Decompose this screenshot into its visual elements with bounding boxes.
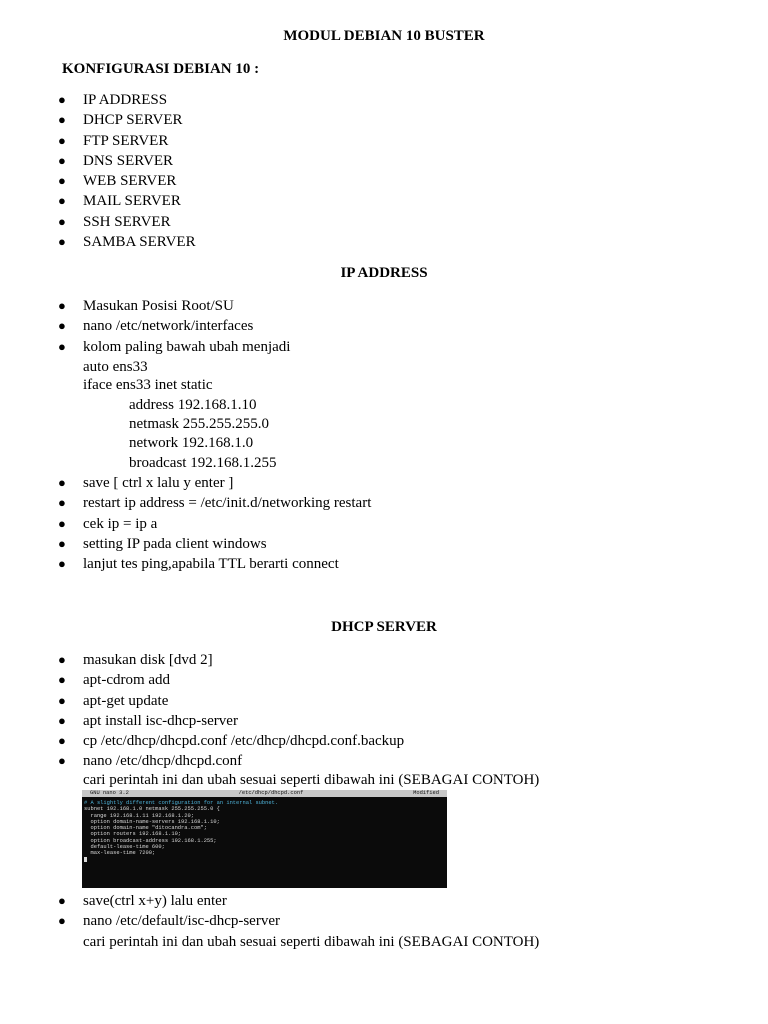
list-item: ● apt-cdrom add — [56, 670, 404, 690]
config-heading: KONFIGURASI DEBIAN 10 : — [62, 61, 260, 77]
terminal-line: option domain-name-servers 192.168.1.10; — [84, 818, 220, 825]
bullet-icon: ● — [58, 515, 66, 531]
list-item: ● restart ip address = /etc/init.d/networking restart — [56, 493, 371, 513]
config-line: auto ens33 — [83, 359, 148, 375]
nano-title-bar — [82, 790, 447, 797]
list-item: ● SSH SERVER — [56, 212, 196, 232]
config-param: broadcast 192.168.1.255 — [129, 455, 277, 471]
bullet-icon: ● — [58, 213, 66, 229]
ip-steps-list-continued — [56, 473, 371, 574]
terminal-line: range 192.168.1.11 192.168.1.20; — [84, 812, 194, 819]
list-item: ● save [ ctrl x lalu y enter ] — [56, 473, 371, 493]
list-item: ● Masukan Posisi Root/SU — [56, 296, 290, 316]
bullet-icon: ● — [58, 672, 66, 688]
bullet-icon: ● — [58, 318, 66, 334]
instruction-note: cari perintah ini dan ubah sesuai seperti dibawah ini (SEBAGAI CONTOH) — [83, 772, 540, 788]
bullet-icon: ● — [58, 338, 66, 354]
terminal-line: subnet 192.168.1.0 netmask 255.255.255.0 { — [84, 806, 220, 813]
config-param: netmask 255.255.255.0 — [129, 416, 269, 432]
list-item: ● WEB SERVER — [56, 171, 196, 191]
bullet-icon: ● — [58, 893, 66, 908]
nano-status: Modified — [413, 790, 439, 796]
list-item: ● setting IP pada client windows — [56, 534, 371, 554]
bullet-icon: ● — [58, 535, 66, 551]
bullet-icon: ● — [58, 495, 66, 511]
terminal-line: max-lease-time 7200; — [84, 850, 156, 857]
bullet-icon: ● — [58, 475, 66, 490]
bullet-icon: ● — [58, 132, 66, 148]
list-item: ● nano /etc/dhcp/dhcpd.conf — [56, 751, 404, 771]
list-item: ● MAIL SERVER — [56, 191, 196, 211]
cursor-icon — [84, 857, 87, 862]
config-param: address 192.168.1.10 — [129, 397, 257, 413]
config-list — [56, 90, 196, 252]
list-item: ● SAMBA SERVER — [56, 232, 196, 252]
list-item: ● kolom paling bawah ubah menjadi — [56, 337, 290, 357]
list-item: ● cp /etc/dhcp/dhcpd.conf /etc/dhcp/dhcpd.conf.backup — [56, 731, 404, 751]
list-item: ● cek ip = ip a — [56, 514, 371, 534]
terminal-cursor-line — [84, 857, 445, 863]
nano-app-name: GNU nano 3.2 — [90, 790, 129, 796]
bullet-icon: ● — [58, 152, 66, 168]
bullet-icon: ● — [58, 652, 66, 667]
bullet-icon: ● — [58, 298, 66, 313]
list-item: ● apt-get update — [56, 691, 404, 711]
list-item: ● nano /etc/default/isc-dhcp-server — [56, 911, 280, 931]
bullet-icon: ● — [58, 193, 66, 209]
bullet-icon: ● — [58, 556, 66, 572]
list-item: ● FTP SERVER — [56, 131, 196, 151]
instruction-note: cari perintah ini dan ubah sesuai seperti dibawah ini (SEBAGAI CONTOH) — [83, 934, 540, 950]
terminal-line: option routers 192.168.1.10; — [84, 831, 182, 838]
terminal-line: option domain-name "ditocandra.com"; — [84, 825, 207, 832]
bullet-icon: ● — [58, 92, 66, 107]
terminal-comment-line: # A slightly different configuration for an internal subnet. — [84, 800, 279, 806]
dhcp-server-heading: DHCP SERVER — [331, 619, 437, 635]
bullet-icon: ● — [58, 733, 66, 749]
nano-file-name: /etc/dhcp/dhcpd.conf — [238, 790, 304, 796]
list-item: ● IP ADDRESS — [56, 90, 196, 110]
bullet-icon: ● — [58, 173, 66, 189]
bullet-icon: ● — [58, 692, 66, 708]
ip-address-heading: IP ADDRESS — [340, 265, 428, 281]
ip-steps-list — [56, 296, 290, 357]
document-title: MODUL DEBIAN 10 BUSTER — [283, 28, 485, 44]
list-item: ● apt install isc-dhcp-server — [56, 711, 404, 731]
list-item: ● nano /etc/network/interfaces — [56, 316, 290, 336]
terminal-screenshot — [82, 790, 447, 888]
dhcp-steps-list-continued — [56, 891, 280, 932]
bullet-icon: ● — [58, 753, 66, 769]
bullet-icon: ● — [58, 913, 66, 929]
config-line: iface ens33 inet static — [83, 377, 213, 393]
bullet-icon: ● — [58, 234, 66, 250]
terminal-line: default-lease-time 600; — [84, 844, 165, 851]
terminal-body — [82, 797, 447, 866]
config-param: network 192.168.1.0 — [129, 435, 254, 451]
list-item: ● lanjut tes ping,apabila TTL berarti connect — [56, 554, 371, 574]
terminal-line: option broadcast-address 192.168.1.255; — [84, 837, 217, 844]
bullet-icon: ● — [58, 112, 66, 128]
list-item: ● DNS SERVER — [56, 151, 196, 171]
list-item: ● save(ctrl x+y) lalu enter — [56, 891, 280, 911]
bullet-icon: ● — [58, 712, 66, 728]
list-item: ● masukan disk [dvd 2] — [56, 650, 404, 670]
dhcp-steps-list — [56, 650, 404, 772]
list-item: ● DHCP SERVER — [56, 110, 196, 130]
